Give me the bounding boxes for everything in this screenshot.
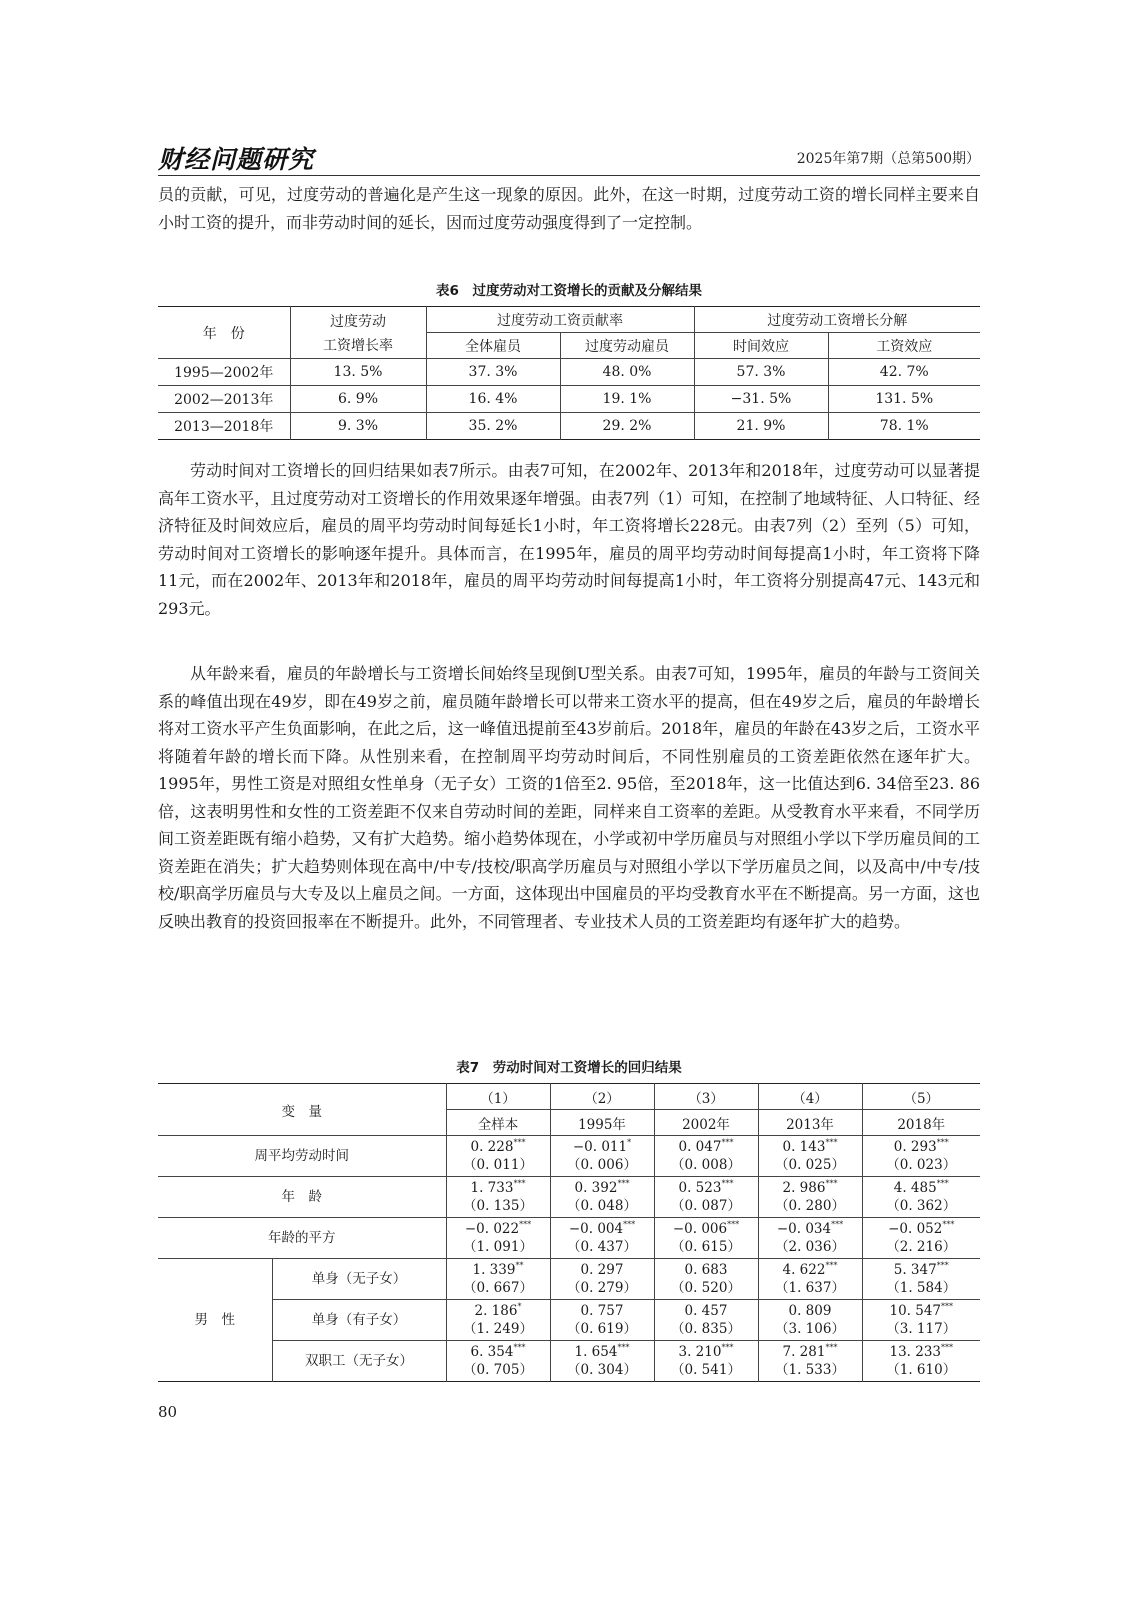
- table7-row: [158, 1300, 980, 1341]
- significance-stars: ***: [513, 1179, 526, 1188]
- significance-stars: ***: [617, 1179, 630, 1188]
- coefficient: 3. 210: [678, 1344, 722, 1360]
- significance-stars: ***: [721, 1138, 734, 1147]
- table7-header-sample: 2018年: [897, 1116, 946, 1133]
- table7-row-label: 单身（有子女）: [272, 1300, 446, 1341]
- table7-row-label: 单身（无子女）: [272, 1259, 446, 1300]
- table6-cell-growth: 13. 5%: [290, 359, 426, 386]
- table7-cell: [758, 1341, 862, 1382]
- significance-stars: ***: [727, 1220, 740, 1229]
- table7-row-label: 年 龄: [158, 1177, 446, 1218]
- standard-error: （0. 615）: [671, 1239, 741, 1255]
- coefficient: 0. 523: [678, 1180, 722, 1196]
- standard-error: （0. 025）: [775, 1157, 845, 1173]
- standard-error: （2. 036）: [775, 1239, 845, 1255]
- significance-stars: ***: [825, 1138, 838, 1147]
- significance-stars: ***: [941, 1302, 954, 1311]
- table7-cell: [550, 1300, 654, 1341]
- table7-row: [158, 1341, 980, 1382]
- coefficient: 0. 809: [788, 1303, 832, 1319]
- standard-error: （1. 249）: [463, 1321, 533, 1337]
- table7-header-num: （5）: [862, 1084, 980, 1110]
- table6-cell-year: 2013—2018年: [158, 413, 290, 440]
- standard-error: （0. 705）: [463, 1362, 533, 1378]
- table6-cell-over: 48. 0%: [560, 359, 694, 386]
- coefficient: 6. 354: [470, 1344, 514, 1360]
- standard-error: （1. 091）: [463, 1239, 533, 1255]
- table7-header-num: （1）: [446, 1084, 550, 1110]
- coefficient: −0. 052: [888, 1221, 943, 1237]
- standard-error: （1. 637）: [775, 1280, 845, 1296]
- table7-cell: [654, 1136, 758, 1177]
- table7-cell: [862, 1259, 980, 1300]
- standard-error: （3. 117）: [886, 1321, 957, 1337]
- coefficient: 5. 347: [893, 1262, 937, 1278]
- coefficient: −0. 022: [464, 1221, 520, 1237]
- standard-error: （0. 835）: [671, 1321, 741, 1337]
- journal-logo: 财经问题研究: [158, 145, 315, 174]
- significance-stars: *: [627, 1138, 632, 1147]
- coefficient: 1. 339: [472, 1262, 516, 1278]
- standard-error: （1. 610）: [886, 1362, 957, 1378]
- table6-header-growth-line1: 过度劳动: [330, 313, 386, 330]
- table7: [158, 1083, 980, 1382]
- table6-header-time: 时间效应: [694, 333, 828, 359]
- standard-error: （0. 011）: [463, 1157, 533, 1173]
- paragraph-3: 从年龄来看，雇员的年龄增长与工资增长间始终呈现倒U型关系。由表7可知，1995年，雇员的年龄与工资间关系的峰值出现在49岁，即在49岁之前，雇员随年龄增长可以带来工资水平的提高，但在49岁之后，雇员的年龄增长将对工资水平产生负面影响，在此之后，这一峰值迅提前至43岁前后。2018年，雇员的年龄在43岁之后，工资水平将随着年龄的增长而下降。从性别来看，在控制周平均劳动时间后，不同性别雇员的工资差距依然在逐年扩大。1995年，男性工资是对照组女性单身（无子女）工资的1倍至2. 95倍，至2018年，这一比值达到6. 34倍至23. 86倍，这表明男性和女性的工资差距不仅来自劳动时间的差距，同样来自工资率的差距。从受教育水平来看，不同学历间工资差距既有缩小趋势，又有扩大趋势。缩小趋势体现在，小学或初中学历雇员与对照组小学以下学历雇员间的工资差距在消失；扩大趋势则体现在高中/中专/技校/职高学历雇员与对照组小学以下学历雇员之间，以及高中/中专/技校/职高学历雇员与大专及以上雇员之间。一方面，这体现出中国雇员的平均受教育水平在不断提高。另一方面，这也反映出教育的投资回报率在不断提升。此外，不同管理者、专业技术人员的工资差距均有逐年扩大的趋势。: [158, 664, 980, 931]
- table6-caption: 表6 过度劳动对工资增长的贡献及分解结果: [436, 283, 702, 299]
- standard-error: （0. 023）: [886, 1157, 957, 1173]
- coefficient: −0. 011: [572, 1139, 628, 1155]
- table6-header-growth-line2: 工资增长率: [323, 337, 393, 354]
- significance-stars: ***: [825, 1261, 838, 1270]
- table7-row-label: 双职工（无子女）: [272, 1341, 446, 1382]
- standard-error: （0. 006）: [567, 1157, 637, 1173]
- standard-error: （0. 437）: [567, 1239, 637, 1255]
- table6-row: [158, 386, 980, 413]
- standard-error: （0. 619）: [567, 1321, 637, 1337]
- significance-stars: ***: [513, 1138, 526, 1147]
- table7-cell: [446, 1300, 550, 1341]
- table6-cell-time: 21. 9%: [694, 413, 828, 440]
- coefficient: 0. 143: [782, 1139, 826, 1155]
- table6-header-decomp: 过度劳动工资增长分解: [694, 307, 980, 333]
- table7-row: [158, 1218, 980, 1259]
- coefficient: 0. 457: [684, 1303, 728, 1319]
- table6-cell-over: 29. 2%: [560, 413, 694, 440]
- table7-cell: [758, 1136, 862, 1177]
- table6-header-over: 过度劳动雇员: [560, 333, 694, 359]
- standard-error: （0. 048）: [567, 1198, 637, 1214]
- table6-cell-growth: 6. 9%: [290, 386, 426, 413]
- coefficient: 10. 547: [889, 1303, 942, 1319]
- paragraph-1: 员的贡献，可见，过度劳动的普遍化是产生这一现象的原因。此外，在这一时期，过度劳动工资的增长同样主要来自小时工资的提升，而非劳动时间的延长，因而过度劳动强度得到了一定控制。: [158, 185, 980, 232]
- coefficient: 0. 297: [580, 1262, 624, 1278]
- coefficient: 0. 293: [893, 1139, 937, 1155]
- table7-cell: [446, 1177, 550, 1218]
- table7-cell: [446, 1136, 550, 1177]
- table7-caption: 表7 劳动时间对工资增长的回归结果: [456, 1060, 682, 1076]
- header-rule: [158, 175, 980, 176]
- significance-stars: ***: [519, 1220, 532, 1229]
- table7-cell: [654, 1341, 758, 1382]
- table6-cell-year: 1995—2002年: [158, 359, 290, 386]
- table7-row-label: 周平均劳动时间: [158, 1136, 446, 1177]
- table6-cell-year: 2002—2013年: [158, 386, 290, 413]
- significance-stars: ***: [617, 1343, 630, 1352]
- table7-row-label: 年龄的平方: [158, 1218, 446, 1259]
- coefficient: 2. 986: [782, 1180, 826, 1196]
- standard-error: （1. 533）: [775, 1362, 845, 1378]
- paragraph-2: 劳动时间对工资增长的回归结果如表7所示。由表7可知，在2002年、2013年和2018年，过度劳动可以显著提高年工资水平，且过度劳动对工资增长的作用效果逐年增强。由表7列（1）可知，在控制了地域特征、人口特征、经济特征及时间效应后，雇员的周平均劳动时间每延长1小时，年工资将增长228元。由表7列（2）至列（5）可知，劳动时间对工资增长的影响逐年提升。具体而言，在1995年，雇员的周平均劳动时间每提高1小时，年工资将下降11元，而在2002年、2013年和2018年，雇员的周平均劳动时间每提高1小时，年工资将分别提高47元、143元和293元。: [158, 461, 980, 618]
- significance-stars: ***: [831, 1220, 844, 1229]
- significance-stars: ***: [942, 1220, 955, 1229]
- significance-stars: ***: [513, 1343, 526, 1352]
- significance-stars: **: [515, 1261, 524, 1270]
- table6-row: [158, 413, 980, 440]
- table7-group-label-male: 男 性: [158, 1259, 272, 1382]
- coefficient: 0. 228: [470, 1139, 514, 1155]
- table7-header-sample: 全样本: [446, 1110, 550, 1136]
- table7-cell: [654, 1218, 758, 1259]
- table6-header-contrib: 过度劳动工资贡献率: [426, 307, 694, 333]
- significance-stars: ***: [825, 1179, 838, 1188]
- table6-cell-growth: 9. 3%: [290, 413, 426, 440]
- standard-error: （0. 304）: [567, 1362, 637, 1378]
- table7-cell: [758, 1177, 862, 1218]
- coefficient: −0. 004: [568, 1221, 624, 1237]
- table6-cell-all: 35. 2%: [426, 413, 560, 440]
- significance-stars: *: [517, 1302, 522, 1311]
- table7-row: [158, 1136, 980, 1177]
- table7-header-num: （3）: [654, 1084, 758, 1110]
- standard-error: （0. 008）: [671, 1157, 741, 1173]
- table7-cell: [550, 1218, 654, 1259]
- table7-header-variable: 变 量: [158, 1084, 446, 1136]
- table6-header-year: 年 份: [158, 307, 290, 359]
- standard-error: （0. 362）: [886, 1198, 957, 1214]
- coefficient: 2. 186: [474, 1303, 518, 1319]
- issue-info: 2025年第7期（总第500期）: [796, 151, 980, 167]
- table7-cell: [862, 1218, 980, 1259]
- table7-cell: [654, 1300, 758, 1341]
- coefficient: 7. 281: [782, 1344, 826, 1360]
- table7-cell: [446, 1218, 550, 1259]
- table7-cell: [862, 1300, 980, 1341]
- significance-stars: ***: [825, 1343, 838, 1352]
- table6-cell-all: 16. 4%: [426, 386, 560, 413]
- table6: [158, 306, 980, 440]
- table6-cell-wage: 42. 7%: [828, 359, 980, 386]
- table6-cell-wage: 78. 1%: [828, 413, 980, 440]
- significance-stars: ***: [936, 1138, 949, 1147]
- table7-cell: [862, 1177, 980, 1218]
- table7-cell: [758, 1218, 862, 1259]
- table7-cell: [654, 1259, 758, 1300]
- table6-cell-over: 19. 1%: [560, 386, 694, 413]
- table7-header-sample: 1995年: [550, 1110, 654, 1136]
- significance-stars: ***: [936, 1179, 949, 1188]
- table7-header-sample: 2013年: [758, 1110, 862, 1136]
- standard-error: （0. 279）: [567, 1280, 637, 1296]
- coefficient: −0. 034: [776, 1221, 832, 1237]
- significance-stars: ***: [623, 1220, 636, 1229]
- table7-cell: [862, 1136, 980, 1177]
- table6-header-all: 全体雇员: [426, 333, 560, 359]
- significance-stars: ***: [941, 1343, 954, 1352]
- table6-cell-all: 37. 3%: [426, 359, 560, 386]
- table7-cell: [654, 1177, 758, 1218]
- standard-error: （0. 667）: [463, 1280, 533, 1296]
- table7-cell: [550, 1259, 654, 1300]
- table7-cell: [550, 1136, 654, 1177]
- page-number: 80: [158, 1403, 178, 1421]
- significance-stars: ***: [721, 1179, 734, 1188]
- table7-cell: [446, 1259, 550, 1300]
- standard-error: （0. 135）: [463, 1198, 533, 1214]
- standard-error: （0. 520）: [671, 1280, 741, 1296]
- table6-cell-wage: 131. 5%: [828, 386, 980, 413]
- table6-header-growth: [290, 307, 426, 359]
- coefficient: 0. 757: [580, 1303, 624, 1319]
- table7-row: [158, 1177, 980, 1218]
- table7-cell: [550, 1341, 654, 1382]
- table7-header-num: （4）: [758, 1084, 862, 1110]
- standard-error: （2. 216）: [886, 1239, 957, 1255]
- coefficient: 4. 485: [893, 1180, 937, 1196]
- standard-error: （0. 280）: [775, 1198, 845, 1214]
- standard-error: （1. 584）: [886, 1280, 957, 1296]
- table7-cell: [446, 1341, 550, 1382]
- table7-cell: [550, 1177, 654, 1218]
- standard-error: （0. 541）: [671, 1362, 741, 1378]
- coefficient: 13. 233: [889, 1344, 942, 1360]
- table7-cell: [758, 1300, 862, 1341]
- table7-cell: [758, 1259, 862, 1300]
- standard-error: （3. 106）: [775, 1321, 845, 1337]
- table6-header-wage: 工资效应: [876, 338, 933, 355]
- coefficient: 4. 622: [782, 1262, 826, 1278]
- table7-cell: [862, 1341, 980, 1382]
- table6-row: [158, 359, 980, 386]
- coefficient: −0. 006: [672, 1221, 728, 1237]
- coefficient: 0. 392: [574, 1180, 618, 1196]
- coefficient: 1. 733: [470, 1180, 514, 1196]
- table7-header-num: （2）: [550, 1084, 654, 1110]
- table7-row: [158, 1259, 980, 1300]
- coefficient: 0. 047: [678, 1139, 722, 1155]
- table6-cell-time: 57. 3%: [694, 359, 828, 386]
- table6-cell-time: −31. 5%: [694, 386, 828, 413]
- coefficient: 0. 683: [684, 1262, 728, 1278]
- significance-stars: ***: [936, 1261, 949, 1270]
- standard-error: （0. 087）: [671, 1198, 741, 1214]
- significance-stars: ***: [721, 1343, 734, 1352]
- table7-header-sample: 2002年: [654, 1110, 758, 1136]
- page-header: [158, 144, 980, 174]
- coefficient: 1. 654: [574, 1344, 618, 1360]
